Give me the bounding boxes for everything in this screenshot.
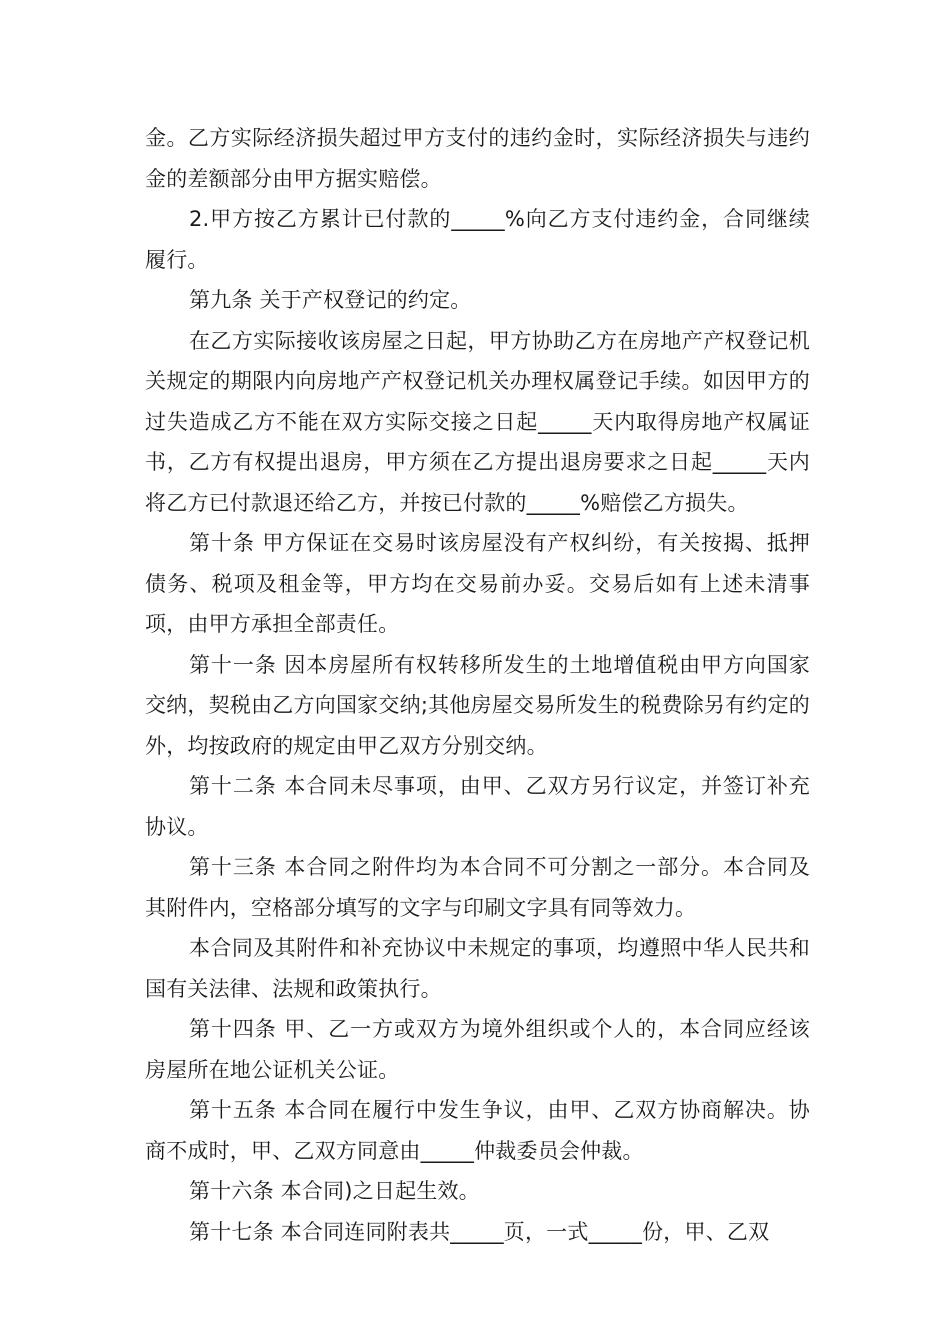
paragraph-article-14: 第十四条 甲、乙一方或双方为境外组织或个人的，本合同应经该房屋所在地公证机关公证。 — [145, 1017, 810, 1082]
paragraph-penalty-item-2: 2.甲方按乙方累计已付款的_____%向乙方支付违约金，合同继续履行。 — [145, 207, 810, 272]
paragraph-article-12: 第十二条 本合同未尽事项，由甲、乙双方另行议定，并签订补充协议。 — [145, 774, 810, 839]
document-body — [145, 118, 810, 1252]
paragraph-article-17: 第十七条 本合同连同附表共_____页，一式_____份，甲、乙双 — [189, 1219, 770, 1244]
paragraph-article-16: 第十六条 本合同)之日起生效。 — [189, 1179, 480, 1203]
paragraph-article-9-body: 在乙方实际接收该房屋之日起，甲方协助乙方在房地产产权登记机关规定的期限内向房地产产权登记机关办理权属登记手续。如因甲方的过失造成乙方不能在双方实际交接之日起_____天内取得房地产权属证书，乙方有权提出退房，甲方须在乙方提出退房要求之日起_____天内将乙方已付款退还给乙方，并按已付款的_____%赔偿乙方损失。 — [145, 328, 810, 515]
paragraph-penalty-continued: 金。乙方实际经济损失超过甲方支付的违约金时，实际经济损失与违约金的差额部分由甲方据实赔偿。 — [145, 126, 810, 191]
paragraph-article-10: 第十条 甲方保证在交易时该房屋没有产权纠纷，有关按揭、抵押债务、税项及租金等，甲方均在交易前办妥。交易后如有上述未清事项，由甲方承担全部责任。 — [145, 531, 810, 636]
paragraph-article-11: 第十一条 因本房屋所有权转移所发生的土地增值税由甲方向国家交纳，契税由乙方向国家交纳;其他房屋交易所发生的税费除另有约定的外，均按政府的规定由甲乙双方分别交纳。 — [145, 652, 810, 758]
paragraph-article-9-heading: 第九条 关于产权登记的约定。 — [189, 288, 472, 312]
paragraph-article-15: 第十五条 本合同在履行中发生争议，由甲、乙双方协商解决。协商不成时，甲、乙双方同意由_____仲裁委员会仲裁。 — [145, 1098, 810, 1163]
paragraph-article-13: 第十三条 本合同之附件均为本合同不可分割之一部分。本合同及其附件内，空格部分填写的文字与印刷文字具有同等效力。 — [145, 855, 810, 920]
paragraph-article-13-supplement: 本合同及其附件和补充协议中未规定的事项，均遵照中华人民共和国有关法律、法规和政策执行。 — [145, 936, 810, 1001]
